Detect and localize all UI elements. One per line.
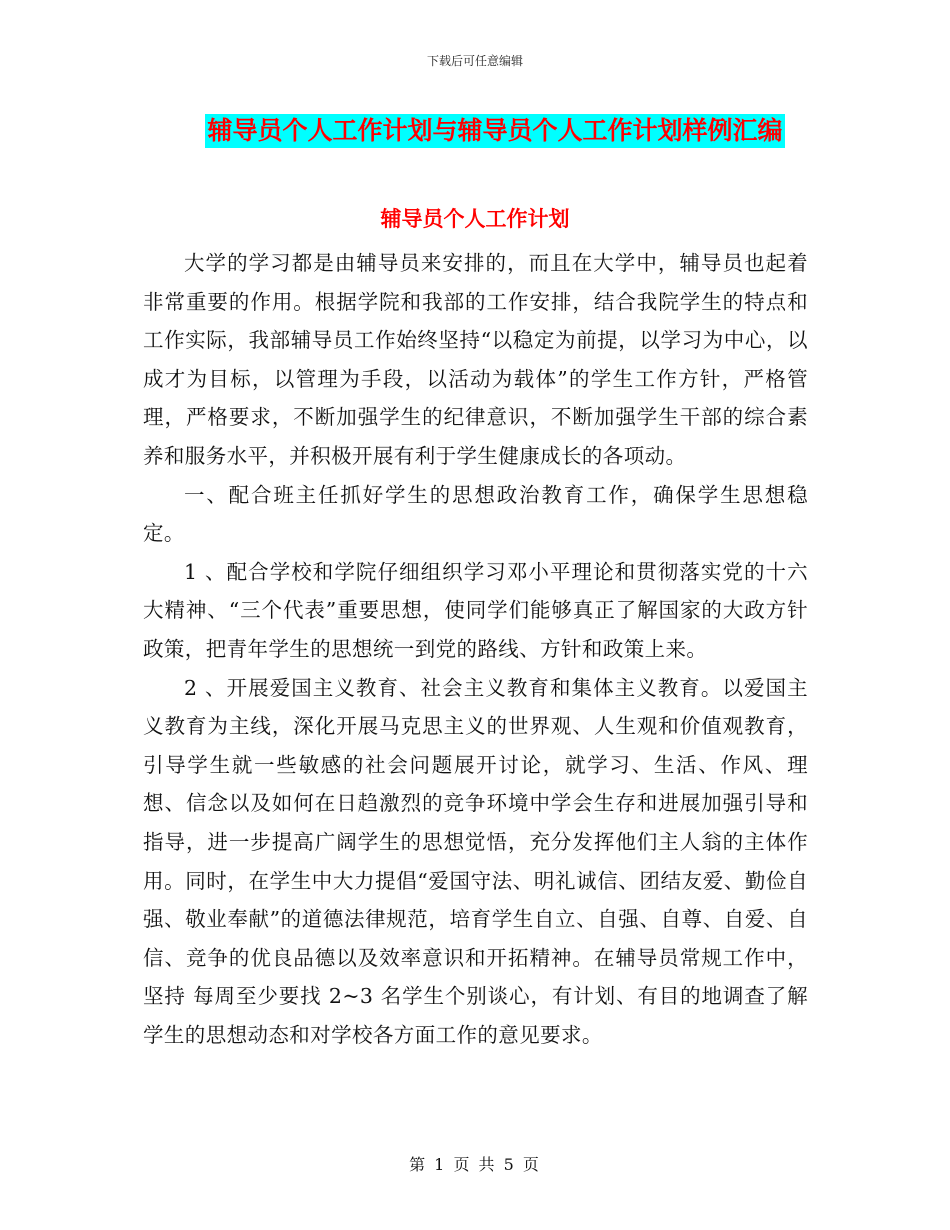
paragraph-intro: 大学的学习都是由辅导员来安排的，而且在大学中，辅导员也起着非常重要的作用。根据学院和我部的工作安排，结合我院学生的特点和工作实际，我部辅导员工作始终坚持“以稳定为前提，以学习为中心，以成才为目标，以管理为手段，以活动为载体”的学生工作方针，严格管理，严格要求，不断加强学生的纪律意识，不断加强学生干部的综合素养和服务水平，并积极开展有利于学生健康成长的各项动。 [143, 251, 808, 468]
header-note: 下载后可任意编辑 [426, 54, 523, 68]
title-container [0, 114, 950, 148]
document-title: 辅导员个人工作计划与辅导员个人工作计划样例汇编 [205, 114, 784, 148]
section-title: 辅导员个人工作计划 [380, 207, 570, 231]
page-footer: 第 1 页 共 5 页 [409, 1155, 541, 1174]
paragraph-item-1: 1 、配合学校和学院仔细组织学习邓小平理论和贯彻落实党的十六大精神、“三个代表”重要思想，使同学们能够真正了解国家的大政方针政策，把青年学生的思想统一到党的路线、方针和政策上来。 [143, 559, 808, 661]
paragraph-item-2: 2 、开展爱国主义教育、社会主义教育和集体主义教育。以爱国主义教育为主线，深化开展马克思主义的世界观、人生观和价值观教育，引导学生就一些敏感的社会问题展开讨论，就学习、生活、作风、理想、信念以及如何在日趋激烈的竞争环境中学会生存和进展加强引导和指导，进一步提高广阔学生的思想觉悟，充分发挥他们主人翁的主体作用。同时，在学生中大力提倡“爱国守法、明礼诚信、团结友爱、勤俭自强、敬业奉献”的道德法律规范，培育学生自立、自强、自尊、自爱、自信、竞争的优良品德以及效率意识和开拓精神。在辅导员常规工作中，坚持 每周至少要找 2~3 名学生个别谈心，有计划、有目的地调查了解学生的思想动态和对学校各方面工作的意见要求。 [143, 675, 808, 1047]
paragraph-heading-1: 一、配合班主任抓好学生的思想政治教育工作，确保学生思想稳定。 [143, 482, 808, 546]
document-body [143, 244, 808, 1054]
